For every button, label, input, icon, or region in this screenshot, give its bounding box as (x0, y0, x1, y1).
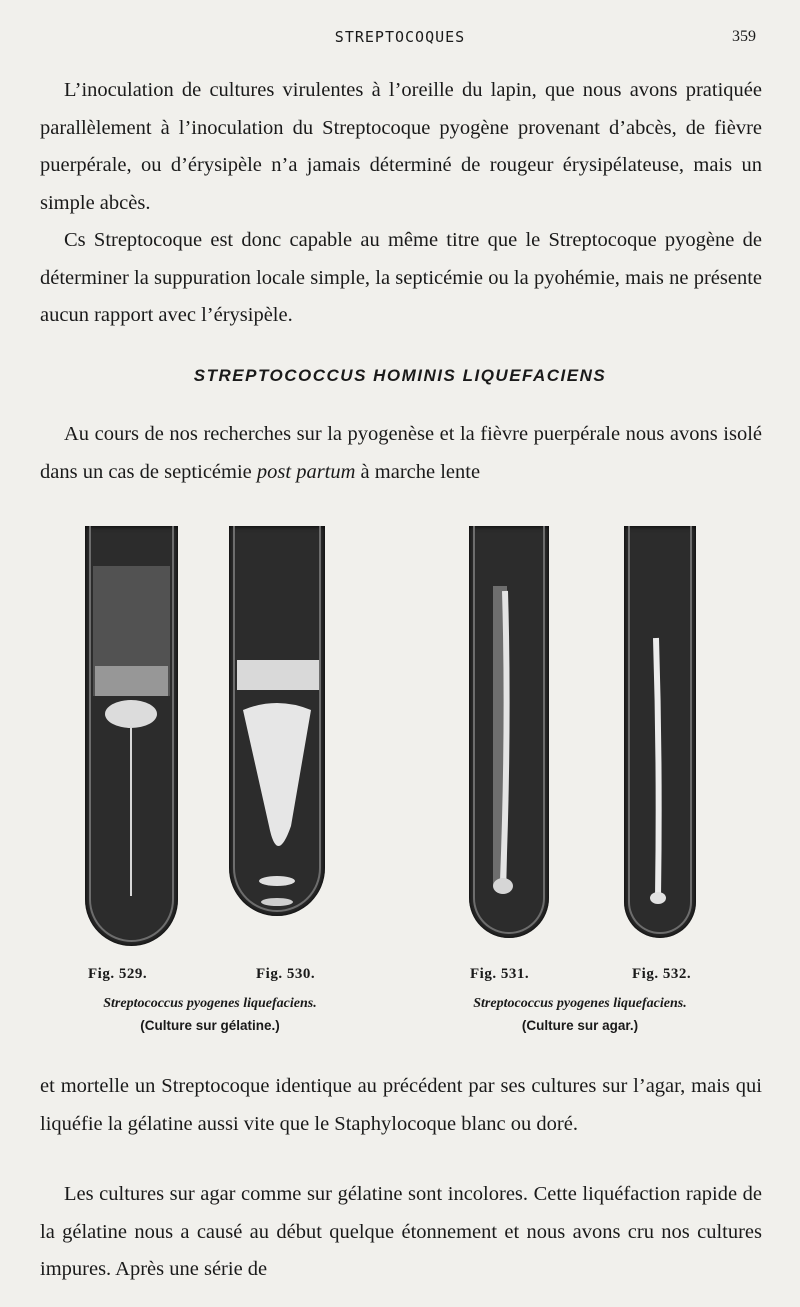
figure-529-culture-drawing (85, 526, 178, 946)
left-caption-species: Streptococcus pyogenes liquefaciens. (103, 996, 317, 1011)
figure-532-tube-image (624, 526, 696, 938)
figure-530-label: Fig. 530. (256, 966, 316, 982)
figure-532-label: Fig. 532. (632, 966, 692, 982)
right-caption-species: Streptococcus pyogenes liquefaciens. (473, 996, 687, 1011)
paragraph-inoculation: L’inoculation de cultures virulentes à l’oreille du lapin, que nous avons pratiquée parallèlement à l’inoculation du Streptocoque pyogène provenant d’abcès, de fièvre puerpérale, ou d’érysipèle n’a jamais déterminé de rougeur érysipélateuse, mais un simple abcès. (40, 79, 762, 214)
figure-529-label: Fig. 529. (88, 966, 148, 982)
paragraph-recherches-start: Au cours de nos recherches sur la pyogenèse et la fièvre puerpérale nous avons isolé dans un cas de septicémie (40, 423, 762, 483)
figure-531-tube-image (469, 526, 549, 938)
page-number: 359 (732, 28, 756, 45)
paragraph-mortelle: et mortelle un Streptocoque identique au précédent par ses cultures sur l’agar, mais qui liquéfie la gélatine aussi vite que le Staphylocoque blanc ou doré. (40, 1075, 762, 1135)
figure-532-culture-drawing (624, 526, 696, 938)
section-heading: STREPTOCOCCUS HOMINIS LIQUEFACIENS (193, 366, 607, 385)
right-caption-medium: (Culture sur agar.) (521, 1018, 639, 1033)
left-caption-medium: (Culture sur gélatine.) (140, 1018, 280, 1033)
figure-529-tube-image (85, 526, 178, 946)
paragraph-cultures-incolores: Les cultures sur agar comme sur gélatine sont incolores. Cette liquéfaction rapide de la gélatine nous a causé au début quelque étonnement et nous avons cru nos cultures impures. Après une série de (40, 1183, 762, 1280)
post-partum-italic: post partum (256, 460, 356, 483)
running-head (0, 28, 800, 52)
running-title: STREPTOCOQUES (334, 28, 466, 46)
figure-531-culture-drawing (469, 526, 549, 938)
paragraph-recherches-end: à marche lente (355, 460, 481, 483)
paragraph-recherches (40, 416, 762, 491)
paragraph-streptocoque-capable: Cs Streptocoque est donc capable au même titre que le Streptocoque pyogène de déterminer la suppuration locale simple, la septicémie ou la pyohémie, mais ne présente aucun rapport avec l’érysipèle. (40, 229, 762, 326)
figure-531-label: Fig. 531. (470, 966, 530, 982)
figure-530-culture-drawing (229, 526, 325, 916)
figure-530-tube-image (229, 526, 325, 916)
